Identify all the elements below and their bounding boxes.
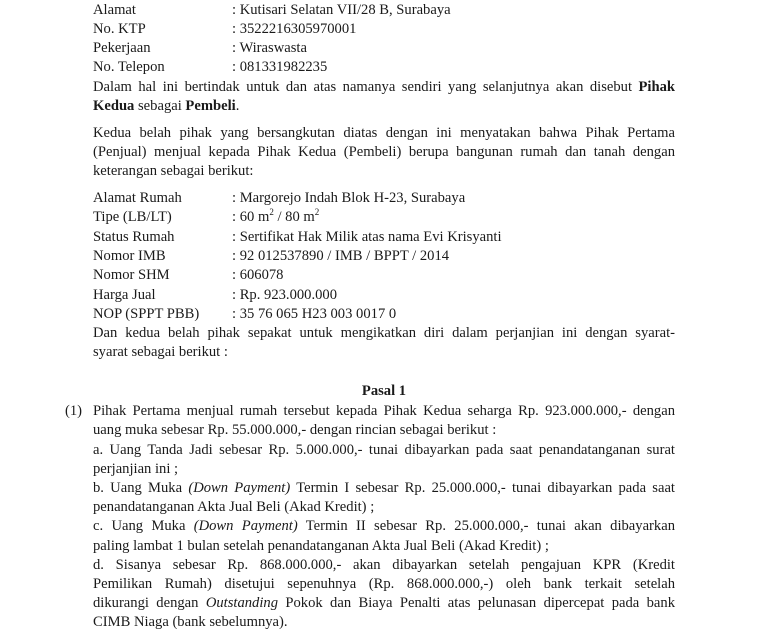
alamat-rumah-value: : Margorejo Indah Blok H-23, Surabaya	[232, 190, 466, 206]
alamat-value: : Kutisari Selatan VII/28 B, Surabaya	[232, 2, 451, 18]
agreement-line-2: syarat sebagai berikut :	[93, 344, 228, 360]
item-c-line-1: c. Uang Muka (Down Payment) Termin II sebesar Rp. 25.000.000,- tunai akan dibayarkan	[93, 518, 675, 534]
item-b-line-1: b. Uang Muka (Down Payment) Termin I sebesar Rp. 25.000.000,- tunai dibayarkan pada saat	[93, 480, 675, 496]
nop-value: : 35 76 065 H23 003 0017 0	[232, 306, 397, 322]
clause-number: (1)	[65, 403, 83, 419]
pekerjaan-label: Pekerjaan	[93, 40, 151, 56]
clause-intro-2: uang muka sebesar Rp. 55.000.000,- dengan rincian sebagai berikut :	[93, 422, 497, 438]
item-d-line-4: CIMB Niaga (bank sebelumnya).	[93, 614, 288, 630]
ktp-label: No. KTP	[93, 21, 146, 37]
alamat-label: Alamat	[93, 2, 136, 18]
acting-line-2: Kedua sebagai Pembeli.	[93, 98, 240, 114]
imb-value: : 92 012537890 / IMB / BPPT / 2014	[232, 248, 450, 264]
item-a-line-1: a. Uang Tanda Jadi sebesar Rp. 5.000.000,- tunai dibayarkan pada saat penandatanganan surat	[93, 442, 675, 458]
clause-intro-1: Pihak Pertama menjual rumah tersebut kepada Pihak Kedua seharga Rp. 923.000.000,- dengan	[93, 403, 675, 419]
tipe-value: : 60 $m^2 / 80$ $m^2$	[232, 207, 320, 225]
item-d-line-1: d. Sisanya sebesar Rp. 868.000.000,- akan dibayarkan setelah pengajuan KPR (Kredit	[93, 557, 675, 573]
item-d-line-2: Pemilikan Rumah) disetujui sepenuhnya (Rp. 868.000.000,-) oleh bank terkait setelah	[93, 576, 675, 592]
pasal-1-title: Pasal 1	[361, 383, 407, 399]
item-b-line-2: penandatanganan Akta Jual Beli (Akad Kredit) ;	[93, 499, 375, 515]
ktp-value: : 3522216305970001	[232, 21, 357, 37]
item-c-line-2: paling lambat 1 bulan setelah penandatanganan Akta Jual Beli (Akad Kredit) ;	[93, 538, 549, 554]
status-rumah-label: Status Rumah	[93, 229, 175, 245]
alamat-rumah-label: Alamat Rumah	[93, 190, 182, 206]
agreement-line-1: Dan kedua belah pihak sepakat untuk mengikatkan diri dalam perjanjian ini dengan syarat-	[93, 325, 675, 341]
statement-line-1: Kedua belah pihak yang bersangkutan diatas dengan ini menyatakan bahwa Pihak Pertama	[93, 125, 675, 141]
harga-value: : Rp. 923.000.000	[232, 287, 337, 303]
item-d-line-3: dikurangi dengan Outstanding Pokok dan Biaya Penalti atas pelunasan dipercepat pada bank	[93, 595, 676, 611]
shm-value: : 606078	[232, 267, 284, 283]
statement-line-3: keterangan sebagai berikut:	[93, 163, 254, 179]
imb-label: Nomor IMB	[93, 248, 166, 264]
pekerjaan-value: : Wiraswasta	[232, 40, 307, 56]
item-a-line-2: perjanjian ini ;	[93, 461, 179, 477]
telepon-label: No. Telepon	[93, 59, 165, 75]
status-rumah-value: : Sertifikat Hak Milik atas nama Evi Krisyanti	[232, 229, 502, 245]
statement-line-2: (Penjual) menjual kepada Pihak Kedua (Pembeli) berupa bangunan rumah dan tanah dengan	[93, 144, 675, 160]
tipe-label: Tipe (LB/LT)	[93, 209, 172, 225]
acting-line-1: Dalam hal ini bertindak untuk dan atas namanya sendiri yang selanjutnya akan disebut Pihak	[93, 79, 675, 95]
telepon-value: : 081331982235	[232, 59, 328, 75]
nop-label: NOP (SPPT PBB)	[93, 306, 200, 322]
shm-label: Nomor SHM	[93, 267, 170, 283]
harga-label: Harga Jual	[93, 287, 156, 303]
